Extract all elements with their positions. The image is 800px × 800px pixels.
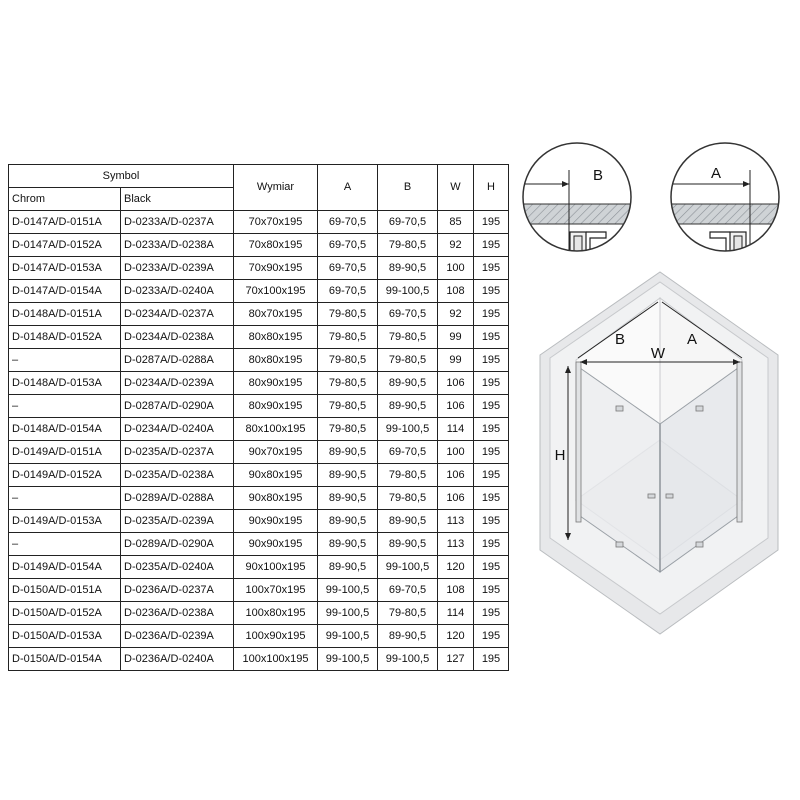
- cell-a: 79-80,5: [318, 326, 378, 349]
- table-row: [9, 487, 509, 510]
- cell-h: 195: [474, 510, 509, 533]
- cell-black: D-0233A/D-0239A: [121, 257, 234, 280]
- cell-chrom: D-0148A/D-0152A: [9, 326, 121, 349]
- table-row: [9, 395, 509, 418]
- cell-h: 195: [474, 579, 509, 602]
- cell-chrom: D-0147A/D-0152A: [9, 234, 121, 257]
- cell-h: 195: [474, 533, 509, 556]
- cell-chrom: D-0148A/D-0153A: [9, 372, 121, 395]
- cell-b: 69-70,5: [378, 303, 438, 326]
- cell-w: 114: [438, 602, 474, 625]
- cell-chrom: D-0148A/D-0154A: [9, 418, 121, 441]
- cell-b: 89-90,5: [378, 395, 438, 418]
- table-row: [9, 349, 509, 372]
- cell-black: D-0287A/D-0290A: [121, 395, 234, 418]
- cell-wymiar: 100x100x195: [234, 648, 318, 671]
- cell-h: 195: [474, 487, 509, 510]
- cell-wymiar: 80x90x195: [234, 372, 318, 395]
- cell-wymiar: 70x80x195: [234, 234, 318, 257]
- cell-b: 89-90,5: [378, 533, 438, 556]
- cabin-isometric-drawing: [540, 272, 778, 634]
- cell-wymiar: 80x80x195: [234, 326, 318, 349]
- iso-label-b: B: [614, 331, 626, 348]
- cell-a: 79-80,5: [318, 395, 378, 418]
- cell-b: 79-80,5: [378, 326, 438, 349]
- cell-black: D-0233A/D-0237A: [121, 211, 234, 234]
- cell-a: 89-90,5: [318, 533, 378, 556]
- cell-a: 89-90,5: [318, 510, 378, 533]
- cell-h: 195: [474, 257, 509, 280]
- cell-chrom: –: [9, 487, 121, 510]
- cell-wymiar: 80x100x195: [234, 418, 318, 441]
- cell-chrom: –: [9, 349, 121, 372]
- cell-black: D-0236A/D-0239A: [121, 625, 234, 648]
- table-row: [9, 280, 509, 303]
- cell-a: 99-100,5: [318, 579, 378, 602]
- wymiar-header: Wymiar: [234, 165, 318, 211]
- cell-black: D-0235A/D-0237A: [121, 441, 234, 464]
- cell-b: 79-80,5: [378, 234, 438, 257]
- cell-wymiar: 80x80x195: [234, 349, 318, 372]
- h-header: H: [474, 165, 509, 211]
- b-header: B: [378, 165, 438, 211]
- cell-b: 69-70,5: [378, 211, 438, 234]
- cell-a: 79-80,5: [318, 349, 378, 372]
- cell-w: 106: [438, 395, 474, 418]
- cell-w: 113: [438, 533, 474, 556]
- cell-wymiar: 90x90x195: [234, 510, 318, 533]
- cell-wymiar: 90x80x195: [234, 464, 318, 487]
- cell-h: 195: [474, 418, 509, 441]
- cell-black: D-0233A/D-0238A: [121, 234, 234, 257]
- cell-b: 69-70,5: [378, 441, 438, 464]
- cell-b: 79-80,5: [378, 487, 438, 510]
- cell-w: 100: [438, 441, 474, 464]
- table-row: [9, 625, 509, 648]
- cell-b: 89-90,5: [378, 625, 438, 648]
- cell-h: 195: [474, 556, 509, 579]
- symbol-header: Symbol: [9, 165, 234, 188]
- cell-h: 195: [474, 648, 509, 671]
- black-header: Black: [121, 188, 234, 211]
- cell-a: 79-80,5: [318, 303, 378, 326]
- cell-b: 79-80,5: [378, 464, 438, 487]
- profile-detail-left: [520, 140, 640, 262]
- cell-a: 99-100,5: [318, 602, 378, 625]
- cell-black: D-0287A/D-0288A: [121, 349, 234, 372]
- cell-b: 99-100,5: [378, 648, 438, 671]
- cell-black: D-0234A/D-0239A: [121, 372, 234, 395]
- cell-a: 79-80,5: [318, 372, 378, 395]
- cell-w: 120: [438, 625, 474, 648]
- cell-a: 99-100,5: [318, 625, 378, 648]
- table-row: [9, 234, 509, 257]
- cell-wymiar: 70x90x195: [234, 257, 318, 280]
- cell-h: 195: [474, 625, 509, 648]
- cell-black: D-0289A/D-0288A: [121, 487, 234, 510]
- cell-h: 195: [474, 234, 509, 257]
- cell-w: 85: [438, 211, 474, 234]
- cell-black: D-0289A/D-0290A: [121, 533, 234, 556]
- table-row: [9, 418, 509, 441]
- cell-w: 127: [438, 648, 474, 671]
- cell-chrom: D-0149A/D-0154A: [9, 556, 121, 579]
- cell-wymiar: 90x80x195: [234, 487, 318, 510]
- cell-b: 99-100,5: [378, 556, 438, 579]
- table-row: [9, 510, 509, 533]
- cell-a: 99-100,5: [318, 648, 378, 671]
- a-header: A: [318, 165, 378, 211]
- detail-right-label: A: [710, 165, 722, 182]
- cell-h: 195: [474, 326, 509, 349]
- cell-h: 195: [474, 349, 509, 372]
- detail-left-label: B: [592, 167, 604, 184]
- cell-black: D-0234A/D-0240A: [121, 418, 234, 441]
- cell-black: D-0235A/D-0239A: [121, 510, 234, 533]
- cell-chrom: –: [9, 533, 121, 556]
- cell-b: 69-70,5: [378, 579, 438, 602]
- table-row: [9, 326, 509, 349]
- cell-w: 92: [438, 303, 474, 326]
- cell-b: 89-90,5: [378, 257, 438, 280]
- profile-detail-right: [668, 140, 788, 262]
- cell-w: 106: [438, 372, 474, 395]
- cell-chrom: D-0150A/D-0153A: [9, 625, 121, 648]
- cell-chrom: D-0150A/D-0154A: [9, 648, 121, 671]
- cell-black: D-0235A/D-0238A: [121, 464, 234, 487]
- cell-h: 195: [474, 602, 509, 625]
- cell-h: 195: [474, 211, 509, 234]
- cell-w: 106: [438, 464, 474, 487]
- cell-wymiar: 100x80x195: [234, 602, 318, 625]
- iso-label-a: A: [686, 331, 698, 348]
- cell-wymiar: 100x90x195: [234, 625, 318, 648]
- cell-black: D-0236A/D-0237A: [121, 579, 234, 602]
- cell-a: 69-70,5: [318, 211, 378, 234]
- cell-a: 69-70,5: [318, 234, 378, 257]
- cell-chrom: D-0150A/D-0151A: [9, 579, 121, 602]
- cell-h: 195: [474, 395, 509, 418]
- cell-a: 89-90,5: [318, 487, 378, 510]
- cell-chrom: D-0147A/D-0153A: [9, 257, 121, 280]
- table-row: [9, 303, 509, 326]
- cell-a: 79-80,5: [318, 418, 378, 441]
- cell-chrom: D-0147A/D-0154A: [9, 280, 121, 303]
- cell-a: 69-70,5: [318, 257, 378, 280]
- diagrams-panel: [520, 140, 800, 640]
- table-row: [9, 579, 509, 602]
- cell-a: 89-90,5: [318, 441, 378, 464]
- cell-black: D-0234A/D-0238A: [121, 326, 234, 349]
- table-row: [9, 648, 509, 671]
- iso-label-w: W: [650, 345, 666, 362]
- table-body: [9, 211, 509, 671]
- cell-a: 69-70,5: [318, 280, 378, 303]
- cell-wymiar: 70x70x195: [234, 211, 318, 234]
- cell-chrom: D-0147A/D-0151A: [9, 211, 121, 234]
- cell-w: 99: [438, 349, 474, 372]
- cell-wymiar: 100x70x195: [234, 579, 318, 602]
- iso-label-h: H: [554, 447, 566, 464]
- cell-w: 106: [438, 487, 474, 510]
- cell-a: 89-90,5: [318, 464, 378, 487]
- cell-b: 89-90,5: [378, 510, 438, 533]
- cell-chrom: D-0149A/D-0153A: [9, 510, 121, 533]
- cell-black: D-0236A/D-0240A: [121, 648, 234, 671]
- table-row: [9, 556, 509, 579]
- cell-wymiar: 80x90x195: [234, 395, 318, 418]
- cell-chrom: D-0148A/D-0151A: [9, 303, 121, 326]
- cell-b: 79-80,5: [378, 602, 438, 625]
- cell-w: 100: [438, 257, 474, 280]
- cell-black: D-0234A/D-0237A: [121, 303, 234, 326]
- cell-w: 108: [438, 579, 474, 602]
- cell-b: 99-100,5: [378, 280, 438, 303]
- cell-black: D-0236A/D-0238A: [121, 602, 234, 625]
- chrom-header: Chrom: [9, 188, 121, 211]
- table-row: [9, 372, 509, 395]
- table-row: [9, 533, 509, 556]
- cell-wymiar: 90x100x195: [234, 556, 318, 579]
- cell-wymiar: 80x70x195: [234, 303, 318, 326]
- cell-wymiar: 90x70x195: [234, 441, 318, 464]
- cell-chrom: D-0150A/D-0152A: [9, 602, 121, 625]
- table-row: [9, 441, 509, 464]
- cell-h: 195: [474, 464, 509, 487]
- cell-black: D-0233A/D-0240A: [121, 280, 234, 303]
- table-row: [9, 602, 509, 625]
- cell-wymiar: 70x100x195: [234, 280, 318, 303]
- cell-b: 99-100,5: [378, 418, 438, 441]
- cell-h: 195: [474, 441, 509, 464]
- table-row: [9, 211, 509, 234]
- cell-wymiar: 90x90x195: [234, 533, 318, 556]
- cell-w: 120: [438, 556, 474, 579]
- table-row: [9, 464, 509, 487]
- cell-w: 114: [438, 418, 474, 441]
- cell-w: 113: [438, 510, 474, 533]
- cell-black: D-0235A/D-0240A: [121, 556, 234, 579]
- table-row: [9, 257, 509, 280]
- cell-h: 195: [474, 303, 509, 326]
- cell-h: 195: [474, 280, 509, 303]
- cell-h: 195: [474, 372, 509, 395]
- cell-w: 99: [438, 326, 474, 349]
- cell-b: 79-80,5: [378, 349, 438, 372]
- dimensions-table: [8, 164, 509, 671]
- cell-chrom: D-0149A/D-0152A: [9, 464, 121, 487]
- cell-w: 92: [438, 234, 474, 257]
- cell-a: 89-90,5: [318, 556, 378, 579]
- cell-chrom: –: [9, 395, 121, 418]
- cell-chrom: D-0149A/D-0151A: [9, 441, 121, 464]
- cell-b: 89-90,5: [378, 372, 438, 395]
- cell-w: 108: [438, 280, 474, 303]
- w-header: W: [438, 165, 474, 211]
